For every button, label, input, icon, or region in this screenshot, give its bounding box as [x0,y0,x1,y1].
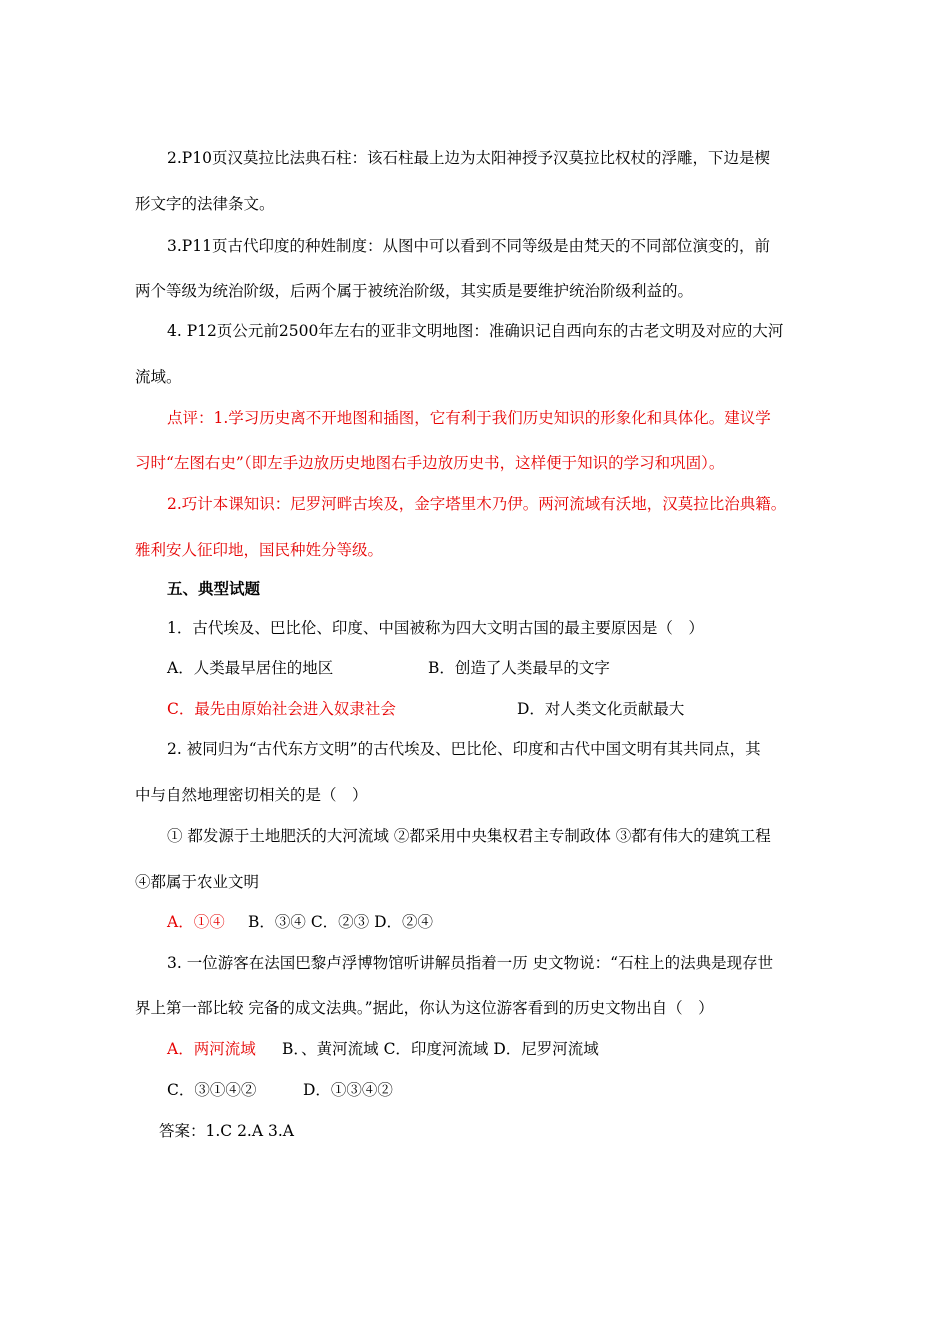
q3-options-rest: B．、黄河流域 C．印度河流域 D．尼罗河流域 [282,1040,599,1058]
comment-line3: 2.巧计本课知识：尼罗河畔古埃及，金字塔里木乃伊。两河流域有沃地，汉莫拉比治典籍。 [167,495,787,513]
q1-option-a: A．人类最早居住的地区 [167,659,334,677]
section-heading: 五、典型试题 [167,579,261,598]
q1-option-b: B．创造了人类最早的文字 [428,659,610,677]
q2-options-rest: B．③④ C．②③ D．②④ [248,913,434,931]
q1-option-d: D．对人类文化贡献最大 [517,700,685,718]
question-2-line1: 2. 被同归为“古代东方文明”的古代埃及、巴比伦、印度和古代中国文明有其共同点，其 [167,740,761,758]
answer-key: 答案：1.C 2.A 3.A [159,1122,294,1140]
question-2-statement-4: ④都属于农业文明 [135,873,260,891]
extra-option-c: C．③①④② [167,1081,257,1099]
paragraph-p10-line1: 2.P10页汉莫拉比法典石柱：该石柱最上边为太阳神授予汉莫拉比权杖的浮雕，下边是楔 [167,149,770,167]
extra-option-d: D．①③④② [303,1081,393,1099]
question-2-statements: ① 都发源于土地肥沃的大河流域 ②都采用中央集权君主专制政体 ③都有伟大的建筑工程 [167,827,771,845]
comment-line4: 雅利安人征印地，国民种姓分等级。 [135,541,384,559]
paragraph-p12-line2: 流域。 [135,368,182,386]
paragraph-p11-line1: 3.P11页古代印度的种姓制度：从图中可以看到不同等级是由梵天的不同部位演变的，前 [167,237,770,255]
paragraph-p11-line2: 两个等级为统治阶级，后两个属于被统治阶级，其实质是要维护统治阶级利益的。 [135,282,694,300]
paragraph-p10-line2: 形文字的法律条文。 [135,195,275,213]
question-3-line1: 3. 一位游客在法国巴黎卢浮博物馆听讲解员指着一历 史文物说：“石柱上的法典是现存世 [167,954,774,972]
q3-option-a: A．两河流域 [167,1040,256,1058]
question-3-line2: 界上第一部比较 完备的成文法典。”据此，你认为这位游客看到的历史文物出自（ ） [135,999,714,1017]
comment-line2: 习时“左图右史”（即左手边放历史地图右手边放历史书，这样便于知识的学习和巩固）。 [135,454,725,472]
question-1: 1．古代埃及、巴比伦、印度、中国被称为四大文明古国的最主要原因是（ ） [167,619,704,637]
question-2-line2: 中与自然地理密切相关的是（ ） [135,786,368,804]
comment-line1: 点评：1.学习历史离不开地图和插图，它有利于我们历史知识的形象化和具体化。建议学 [167,409,771,427]
q2-option-a: A．①④ [167,913,225,931]
q1-option-c: C．最先由原始社会进入奴隶社会 [167,700,396,718]
paragraph-p12-line1: 4. P12页公元前2500年左右的亚非文明地图：准确识记自西向东的古老文明及对应的大河 [167,322,784,340]
